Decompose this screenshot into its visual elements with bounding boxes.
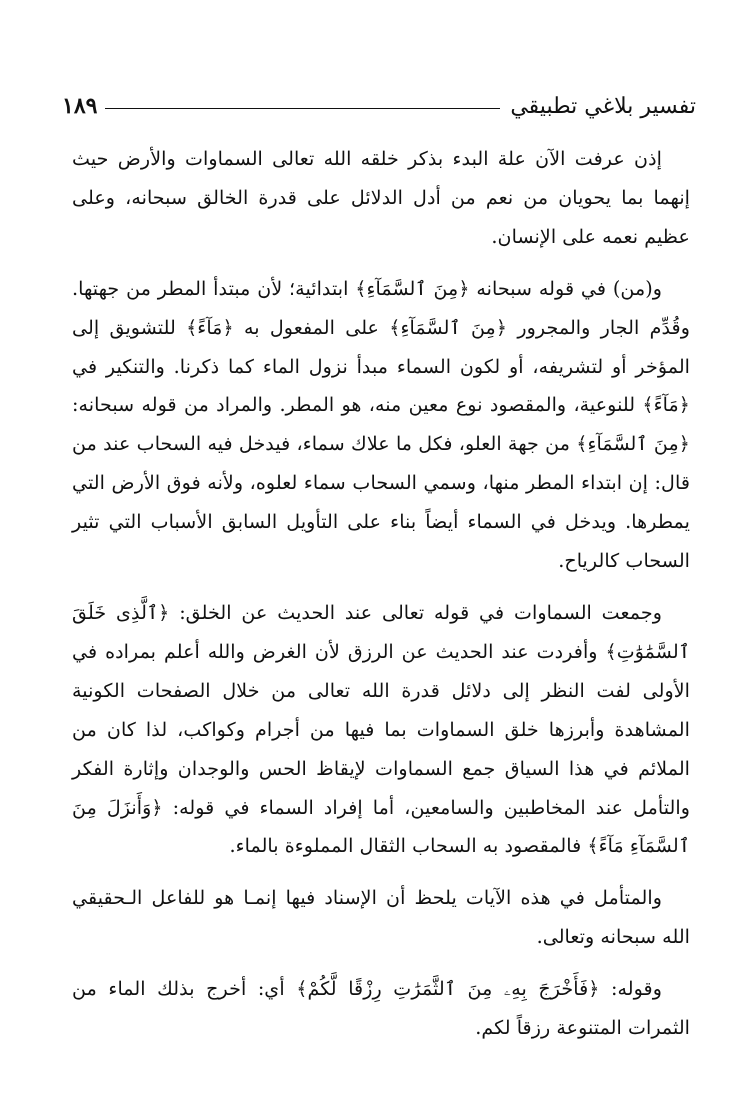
paragraph-1: إذن عرفت الآن علة البدء بذكر خلقه الله تعالى السماوات والأرض حيث إنهما بما يحويان من نعم من أدل الدلائل على قدرة الخالق سبحانه، وعلى عظيم نعمه على الإنسان.	[72, 147, 690, 248]
paragraph-3: وجمعت السماوات في قوله تعالى عند الحديث عن الخلق: ﴿ٱلَّذِى خَلَقَ ٱلسَّمَٰوَٰتِ﴾ وأفردت عند الحديث عن الرزق لأن الغرض والله أعلم بمراده في الأولى لفت النظر إلى دلائل قدرة الله تعالى من خلال الصفحات الكونية المشاهدة وأبرزها خلق السماوات بما فيها من أجرام وكواكب، لذا كان من الملائم في هذا السياق جمع السماوات لإيقاظ الحس والوجدان وإثارة الفكر والتأمل عند المخاطبين والسامعين، أما إفراد السماء في قوله: ﴿وَأَنزَلَ مِنَ ٱلسَّمَآءِ مَآءً﴾ فالمقصود به السحاب الثقال المملوءة بالماء.	[72, 600, 690, 858]
page-header	[62, 86, 696, 126]
running-title: تفسير بلاغي تطبيقي	[510, 93, 696, 119]
paragraph-2: و(من) في قوله سبحانه ﴿مِنَ ٱلسَّمَآءِ﴾ ابتدائية؛ لأن مبتدأ المطر من جهتها. وقُدِّم الجار والمجرور ﴿مِنَ ٱلسَّمَآءِ﴾ على المفعول به ﴿مَآءً﴾ للتشويق إلى المؤخر أو لتشريفه، أو لكون السماء مبدأ نزول الماء كما ذكرنا. والتنكير في ﴿مَآءً﴾ للنوعية، والمقصود نوع معين منه، هو المطر. والمراد من قوله سبحانه: ﴿مِنَ ٱلسَّمَآءِ﴾ من جهة العلو، فكل ما علاك سماء، فيدخل فيه السحاب عند من قال: إن ابتداء المطر منها، وسمي السحاب سماء لعلوه، ولأنه فوق الأرض التي يمطرها. ويدخل في السماء أيضاً بناء على التأويل السابق الأسباب التي تثير السحاب كالرياح.	[72, 276, 690, 573]
header-rule	[105, 108, 500, 109]
page-number: ١٨٩	[62, 93, 98, 119]
paragraph-5: وقوله: ﴿فَأَخْرَجَ بِهِۦ مِنَ ٱلثَّمَرَٰتِ رِزْقًا لَّكُمْ﴾ أي: أخرج بذلك الماء من الثمرات المتنوعة رزقاً لكم.	[72, 977, 690, 1040]
page-body	[72, 140, 690, 1048]
paragraph-4: والمتأمل في هذه الآيات يلحظ أن الإسناد فيها إنمـا هو للفاعل الـحقيقي الله سبحانه وتعالى.	[72, 886, 690, 949]
